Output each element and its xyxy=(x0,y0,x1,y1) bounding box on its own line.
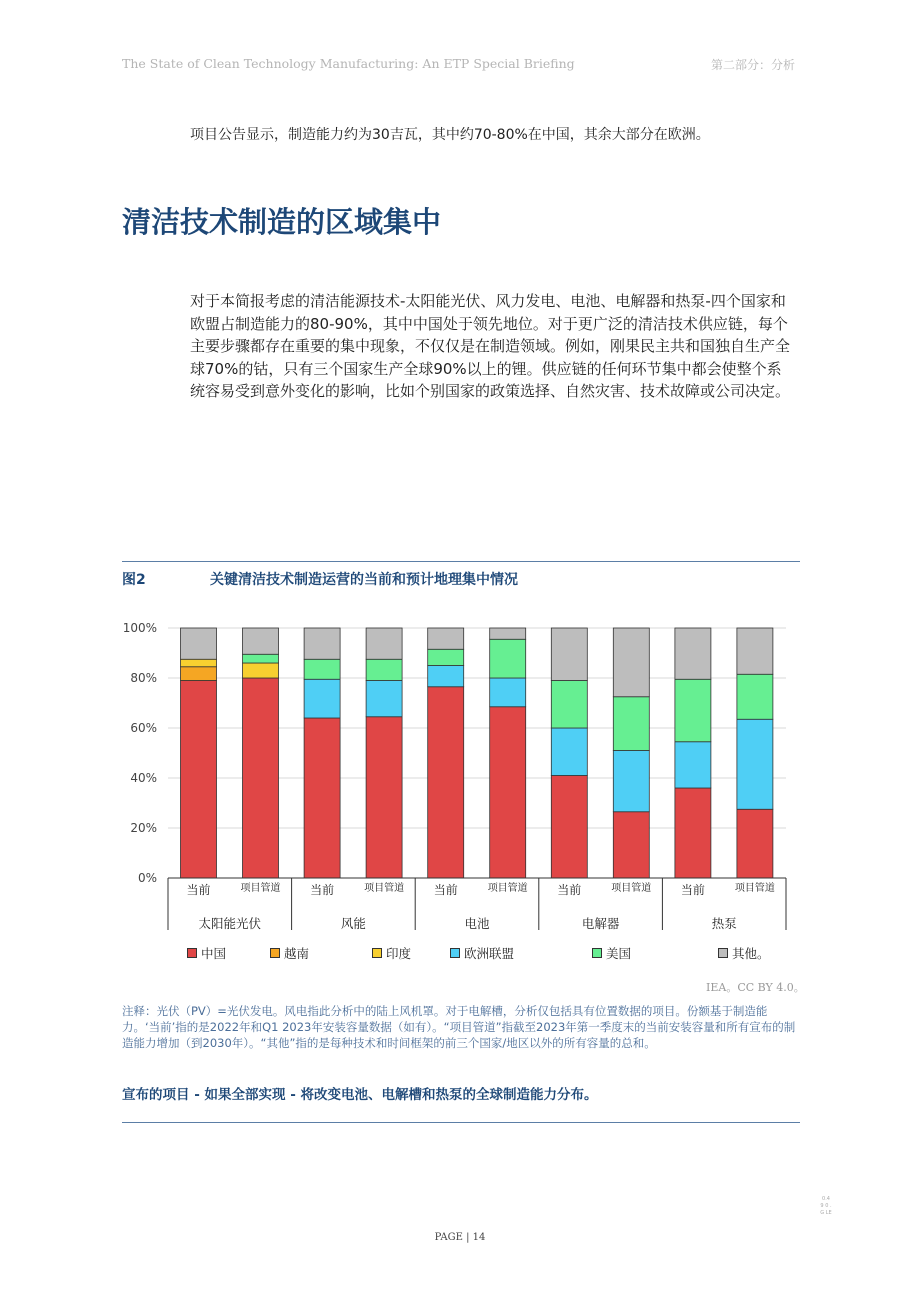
bar-segment xyxy=(490,707,526,878)
bar-label: 当前 xyxy=(433,883,458,897)
bar-segment xyxy=(737,674,773,719)
figure-title: 关键清洁技术制造运营的当前和预计地理集中情况 xyxy=(210,572,518,588)
bar-segment xyxy=(366,717,402,878)
group-label: 电池 xyxy=(464,916,490,931)
legend-swatch xyxy=(718,948,728,958)
bar-label: 当前 xyxy=(680,883,705,897)
bar-segment xyxy=(428,649,464,665)
legend-item xyxy=(592,944,631,962)
bar-segment xyxy=(181,659,217,667)
bar-segment xyxy=(181,681,217,879)
figure-notes: 注释：光伏（PV）=光伏发电。风电指此分析中的陆上风机罩。对于电解槽，分析仅包括具有位置数据的项目。份额基于制造能力。‘当前’指的是2022年和Q1 2023年安装容量数据（如有）。“项目管道”指截至2023年第一季度末的当前安装容量和所有宣布的制造能力增加（到2030年）。“其他”指的是每种技术和时间框架的前三个国家/地区以外的所有容量的总和。 xyxy=(122,1004,796,1050)
y-tick-label: 20% xyxy=(130,821,157,835)
bar-segment xyxy=(243,663,279,678)
bar-segment xyxy=(675,788,711,878)
legend-item xyxy=(718,944,770,962)
legend-label: 印度 xyxy=(386,946,412,961)
bar-segment xyxy=(366,681,402,717)
report-title: The State of Clean Technology Manufacturing: An ETP Special Briefing xyxy=(122,56,575,71)
y-tick-label: 0% xyxy=(137,871,157,885)
bar-segment xyxy=(428,666,464,687)
bar-label: 项目管道 xyxy=(611,883,652,894)
bar-segment xyxy=(366,659,402,680)
bar-segment xyxy=(551,681,587,729)
bar-segment xyxy=(675,742,711,788)
bar-segment xyxy=(366,628,402,659)
bar-segment xyxy=(613,812,649,878)
legend-swatch xyxy=(187,948,197,958)
group-label: 风能 xyxy=(340,916,366,931)
legend-item xyxy=(450,944,514,962)
legend-swatch xyxy=(450,948,460,958)
bar-segment xyxy=(243,628,279,654)
y-tick-label: 80% xyxy=(130,671,157,685)
bar-label: 项目管道 xyxy=(487,883,528,894)
body-paragraph: 对于本简报考虑的清洁能源技术-太阳能光伏、风力发电、电池、电解器和热泵-四个国家和欧盟占制造能力的80-90%，其中中国处于领先地位。对于更广泛的清洁技术供应链，每个主要步骤都存在重要的集中现象，不仅仅是在制造领域。例如，刚果民主共和国独自生产全球70%的钴，只有三个国家生产全球90%以上的锂。供应链的任何环节集中都会使整个系统容易受到意外变化的影响，比如个别国家的政策选择、自然灾害、技术故障或公司决定。 xyxy=(190,292,791,400)
bar-segment xyxy=(737,628,773,674)
legend-swatch xyxy=(592,948,602,958)
intro-paragraph: 项目公告显示，制造能力约为30吉瓦，其中约70-80%在中国，其余大部分在欧洲。 xyxy=(190,127,710,143)
legend-swatch xyxy=(270,948,280,958)
bar-segment xyxy=(304,628,340,659)
bar-segment xyxy=(181,628,217,659)
bar-label: 项目管道 xyxy=(364,883,405,894)
bar-segment xyxy=(551,628,587,681)
side-mark: 0.4 9 0 . G LE xyxy=(820,1196,832,1216)
bar-segment xyxy=(675,628,711,679)
legend-label: 越南 xyxy=(284,946,310,961)
legend-label: 欧洲联盟 xyxy=(464,946,515,961)
bar-segment xyxy=(737,719,773,809)
legend-label: 中国 xyxy=(201,946,227,961)
bar-segment xyxy=(243,654,279,663)
y-tick-label: 60% xyxy=(130,721,157,735)
section-heading: 清洁技术制造的区域集中 xyxy=(122,205,442,239)
group-label: 太阳能光伏 xyxy=(198,916,262,931)
bar-segment xyxy=(181,667,217,681)
bar-segment xyxy=(304,679,340,718)
y-tick-label: 100% xyxy=(122,621,157,635)
y-tick-label: 40% xyxy=(130,771,157,785)
bar-segment xyxy=(613,697,649,751)
bar-segment xyxy=(551,776,587,879)
bar-segment xyxy=(304,718,340,878)
legend-swatch xyxy=(372,948,382,958)
group-label: 电解器 xyxy=(581,916,620,931)
section-label: 第二部分：分析 xyxy=(711,58,796,72)
bar-label: 项目管道 xyxy=(734,883,775,894)
legend-item xyxy=(187,944,226,962)
bar-segment xyxy=(613,628,649,697)
legend-label: 美国 xyxy=(606,946,632,961)
bar-segment xyxy=(428,628,464,649)
legend-label: 其他。 xyxy=(732,946,770,961)
legend-item xyxy=(372,944,411,962)
figure-source: IEA。CC BY 4.0。 xyxy=(706,981,805,994)
bar-label: 当前 xyxy=(310,883,335,897)
figure-bottom-rule xyxy=(122,1122,800,1123)
page-number: PAGE | 14 xyxy=(434,1232,486,1243)
bar-segment xyxy=(490,628,526,639)
legend-item xyxy=(270,944,309,962)
bar-segment xyxy=(243,678,279,878)
bar-segment xyxy=(613,751,649,812)
bar-label: 当前 xyxy=(557,883,582,897)
bar-segment xyxy=(304,659,340,679)
figure-number: 图2 xyxy=(122,572,146,588)
figure-takeaway: 宣布的项目 - 如果全部实现 - 将改变电池、电解槽和热泵的全球制造能力分布。 xyxy=(122,1087,598,1103)
bar-segment xyxy=(551,728,587,776)
bar-segment xyxy=(490,639,526,678)
bar-segment xyxy=(490,678,526,707)
bar-label: 当前 xyxy=(186,883,211,897)
bar-segment xyxy=(675,679,711,742)
bar-segment xyxy=(737,809,773,878)
group-label: 热泵 xyxy=(711,916,737,931)
bar-segment xyxy=(428,687,464,878)
bar-label: 项目管道 xyxy=(240,883,281,894)
